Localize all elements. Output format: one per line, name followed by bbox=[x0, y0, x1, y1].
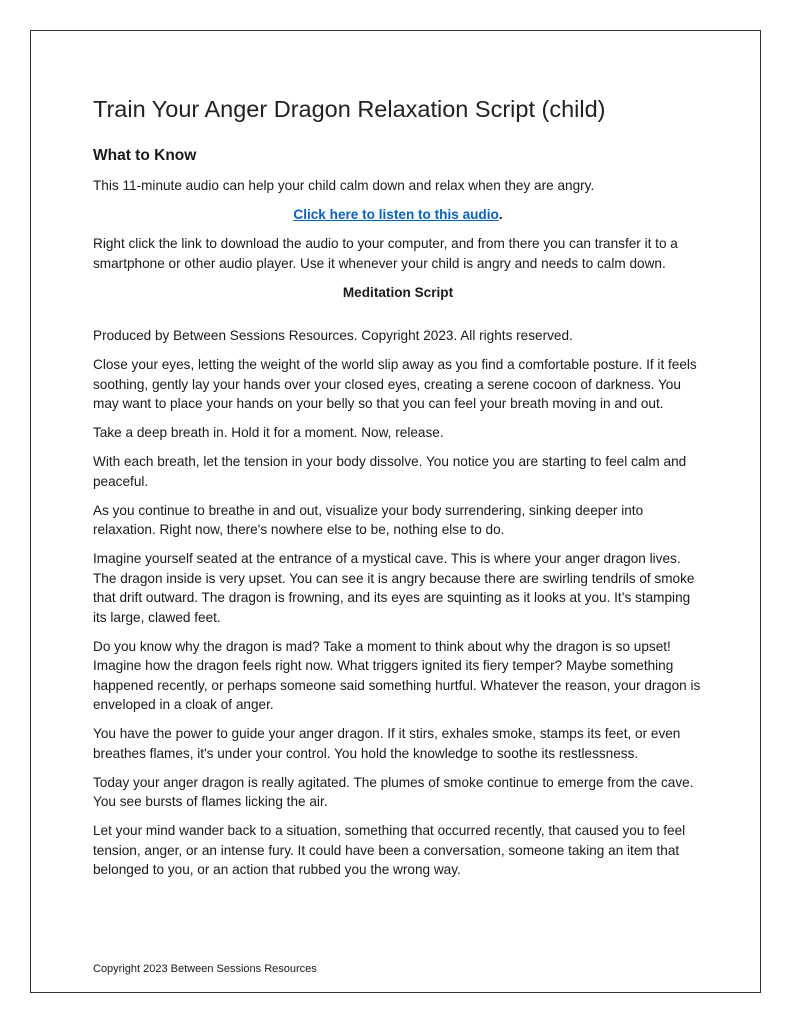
script-paragraph: With each breath, let the tension in your body dissolve. You notice you are starting to feel calm and peaceful. bbox=[93, 454, 687, 489]
intro-paragraph: This 11-minute audio can help your child calm down and relax when they are angry. bbox=[93, 178, 595, 193]
page-footer: Copyright 2023 Between Sessions Resources bbox=[93, 963, 317, 975]
audio-link-line bbox=[93, 205, 703, 225]
download-note-paragraph: Right click the link to download the audio to your computer, and from there you can transfer it to a smartphone or other audio player. Use it whenever your child is angry and needs to calm down. bbox=[93, 236, 678, 271]
script-paragraph: Today your anger dragon is really agitated. The plumes of smoke continue to emerge from the cave. You see bursts of flames licking the air. bbox=[93, 774, 694, 809]
script-paragraph: Do you know why the dragon is mad? Take a moment to think about why the dragon is so upset! Imagine how the dragon feels right now. What triggers ignited its fiery temper? Maybe something happened recently, or perhaps someone said something hurtful. Whatever the reason, your dragon is enveloped in a cloak of anger. bbox=[93, 638, 701, 712]
link-period: . bbox=[498, 207, 503, 222]
document-body bbox=[93, 94, 703, 889]
meditation-script-heading: Meditation Script bbox=[342, 284, 454, 300]
script-paragraph: As you continue to breathe in and out, visualize your body surrendering, sinking deeper into relaxation. Right now, there's nowhere else to be, nothing else to do. bbox=[93, 502, 644, 537]
script-paragraph: Let your mind wander back to a situation, something that occurred recently, that caused you to feel tension, anger, or an intense fury. It could have been a conversation, someone taking an item that belonged to you, or an action that rubbed you the wrong way. bbox=[93, 823, 686, 877]
copyright-paragraph: Produced by Between Sessions Resources. Copyright 2023. All rights reserved. bbox=[93, 328, 573, 343]
script-paragraph: Imagine yourself seated at the entrance of a mystical cave. This is where your anger dragon lives. The dragon inside is very upset. You can see it is angry because there are swirling tendrils of smoke that drift outward. The dragon is frowning, and its eyes are squinting as it looks at you. It’s stamping its large, clawed feet. bbox=[93, 551, 695, 625]
what-to-know-heading: What to Know bbox=[93, 147, 197, 164]
document-title: Train Your Anger Dragon Relaxation Script (child) bbox=[93, 96, 606, 122]
listen-audio-link[interactable]: Click here to listen to this audio bbox=[293, 207, 499, 222]
script-paragraph: Take a deep breath in. Hold it for a moment. Now, release. bbox=[93, 425, 444, 440]
script-paragraph: Close your eyes, letting the weight of the world slip away as you find a comfortable posture. If it feels soothing, gently lay your hands over your closed eyes, creating a serene cocoon of darkness. You may want to place your hands on your belly so that you can feel your breath moving in and out. bbox=[93, 357, 697, 411]
script-paragraph: You have the power to guide your anger dragon. If it stirs, exhales smoke, stamps its feet, or even breathes flames, it's under your control. You hold the knowledge to soothe its restlessness. bbox=[93, 726, 681, 761]
